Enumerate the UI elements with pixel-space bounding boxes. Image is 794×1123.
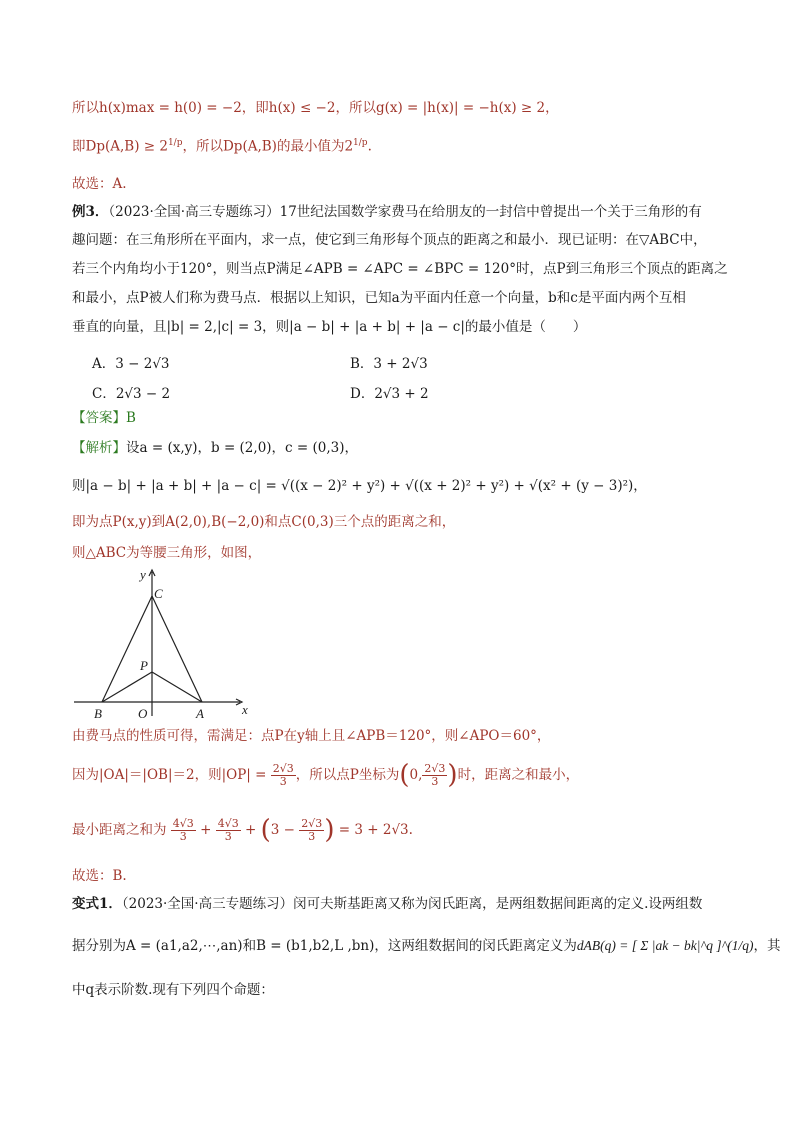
paren-open-2: ( [260, 815, 271, 845]
answer-line: 【答案】B [72, 410, 136, 426]
example-3-line-3: 若三个内角均小于120°，则当点P满足∠APB = ∠APC = ∠BPC = 120°时，点P到三角形三个顶点的距离之 [72, 261, 728, 277]
option-d: D．2√3 + 2 [350, 386, 429, 402]
after-line-1: 由费马点的性质可得，需满足：点P在y轴上且∠APB＝120°，则∠APO＝60°， [72, 728, 551, 744]
variation-line-1 [72, 896, 702, 912]
minkowski-formula: dAB(q) = [ Σ |ak − bk|^q ]^(1/q) [576, 938, 754, 953]
option-c: C．2√3 − 2 [92, 386, 171, 402]
analysis-line-4: 则△ABC为等腰三角形，如图， [72, 545, 262, 561]
paren-close-2: ) [324, 815, 335, 845]
example-3-source: （2023·全国·高三专题练习） [108, 204, 280, 220]
min-distance-label: 最小距离之和为 [72, 822, 167, 839]
after-line-3 [72, 815, 413, 846]
label-point-b: B [94, 706, 102, 721]
dp-inequality: 即Dp(A,B) ≥ 2 [72, 138, 168, 155]
label-point-p: P [140, 658, 148, 673]
analysis-line-1 [72, 440, 358, 456]
fraction-2r3-over-3-c: $\frac{2√3}{3}$ [301, 817, 323, 844]
after-line-2 [72, 760, 579, 791]
p-coord-text: ，所以点P坐标为 [295, 767, 400, 784]
analysis-line-3: 即为点P(x,y)到A(2,0),B(−2,0)和点C(0,3)三个点的距离之和， [72, 514, 456, 530]
triangle-diagram [72, 566, 262, 722]
min-result: = 3 + 2√3. [338, 822, 413, 839]
variation-line-3: 中q表示阶数.现有下列四个命题： [72, 982, 274, 998]
plus-2: + [245, 822, 257, 839]
three-minus: 3 − [270, 822, 295, 839]
label-x-axis: x [242, 702, 248, 717]
paren-close: ) [447, 760, 458, 790]
choose-a: 故选：A. [72, 176, 127, 192]
example-3-line-4: 和最小，点P被人们称为费马点．根据以上知识，已知a为平面内任意一个向量，b和c是平面内两个互相 [72, 290, 686, 306]
variation-title: 变式1． [72, 896, 122, 912]
fraction-2r3-over-3-b: $\frac{2√3}{3}$ [424, 762, 446, 789]
example-3-line-2: 趣问题：在三角形所在平面内，求一点，使它到三角形每个顶点的距离之和最小．现已证明：在▽ABC中， [72, 232, 707, 248]
label-point-a: A [196, 706, 204, 721]
analysis-vectors: 设a = (x,y)，b = (2,0)，c = (0,3)， [126, 440, 359, 456]
line-hx-max: 所以h(x)max = h(0) = −2，即h(x) ≤ −2，所以g(x) = |h(x)| = −h(x) ≥ 2， [72, 100, 559, 116]
min-sum-text: 时，距离之和最小， [457, 767, 580, 784]
paren-open: ( [399, 760, 410, 790]
variation-source: （2023·全国·高三专题练习） [121, 896, 294, 912]
line-dp-min [72, 138, 372, 155]
fraction-2r3-over-3: $\frac{2√3}{3}$ [272, 762, 294, 789]
example-3-line-1 [72, 204, 702, 220]
example-3-line-5: 垂直的向量，且|b| = 2,|c| = 3，则|a − b| + |a + b| + |a − c|的最小值是（ ） [72, 319, 587, 335]
exp-1-over-p-a: 1/p [167, 138, 183, 148]
label-y-axis: y [140, 567, 146, 582]
label-origin-o: O [138, 706, 148, 721]
dp-min-value: ，所以Dp(A,B)的最小值为2 [182, 138, 354, 155]
exp-1-over-p-b: 1/p [353, 138, 368, 148]
option-a: A．3 − 2√3 [92, 356, 170, 372]
choose-b: 故选：B. [72, 868, 127, 884]
variation-text-2c: ，其 [753, 938, 781, 954]
example-3-title: 例3． [72, 204, 109, 220]
analysis-line-2: 则|a − b| + |a + b| + |a − c| = √((x − 2)² + y²) + √((x + 2)² + y²) + √(x² + (y − 3)²)， [72, 478, 647, 494]
coord-zero: 0, [409, 767, 423, 784]
plus-1: + [200, 822, 212, 839]
variation-text-1: 闵可夫斯基距离又称为闵氏距离，是两组数据间距离的定义.设两组数 [293, 896, 703, 912]
analysis-tag: 【解析】 [72, 440, 126, 456]
fraction-4r3-over-3-a: $\frac{4√3}{3}$ [172, 817, 194, 844]
op-length-text: 因为|OA|＝|OB|＝2，则|OP| = [72, 767, 267, 784]
example-3-text-1: 17世纪法国数学家费马在给朋友的一封信中曾提出一个关于三角形的有 [279, 204, 702, 220]
option-b: B．3 + 2√3 [350, 356, 428, 372]
variation-line-2 [72, 938, 781, 954]
dp-period: . [367, 138, 372, 155]
fraction-4r3-over-3-b: $\frac{4√3}{3}$ [217, 817, 239, 844]
variation-text-2: 据分别为A = (a1,a2,⋯,an)和B = (b1,b2,L ,bn)，这两组数据间的闵氏距离定义为 [72, 938, 577, 954]
label-point-c: C [154, 586, 163, 601]
